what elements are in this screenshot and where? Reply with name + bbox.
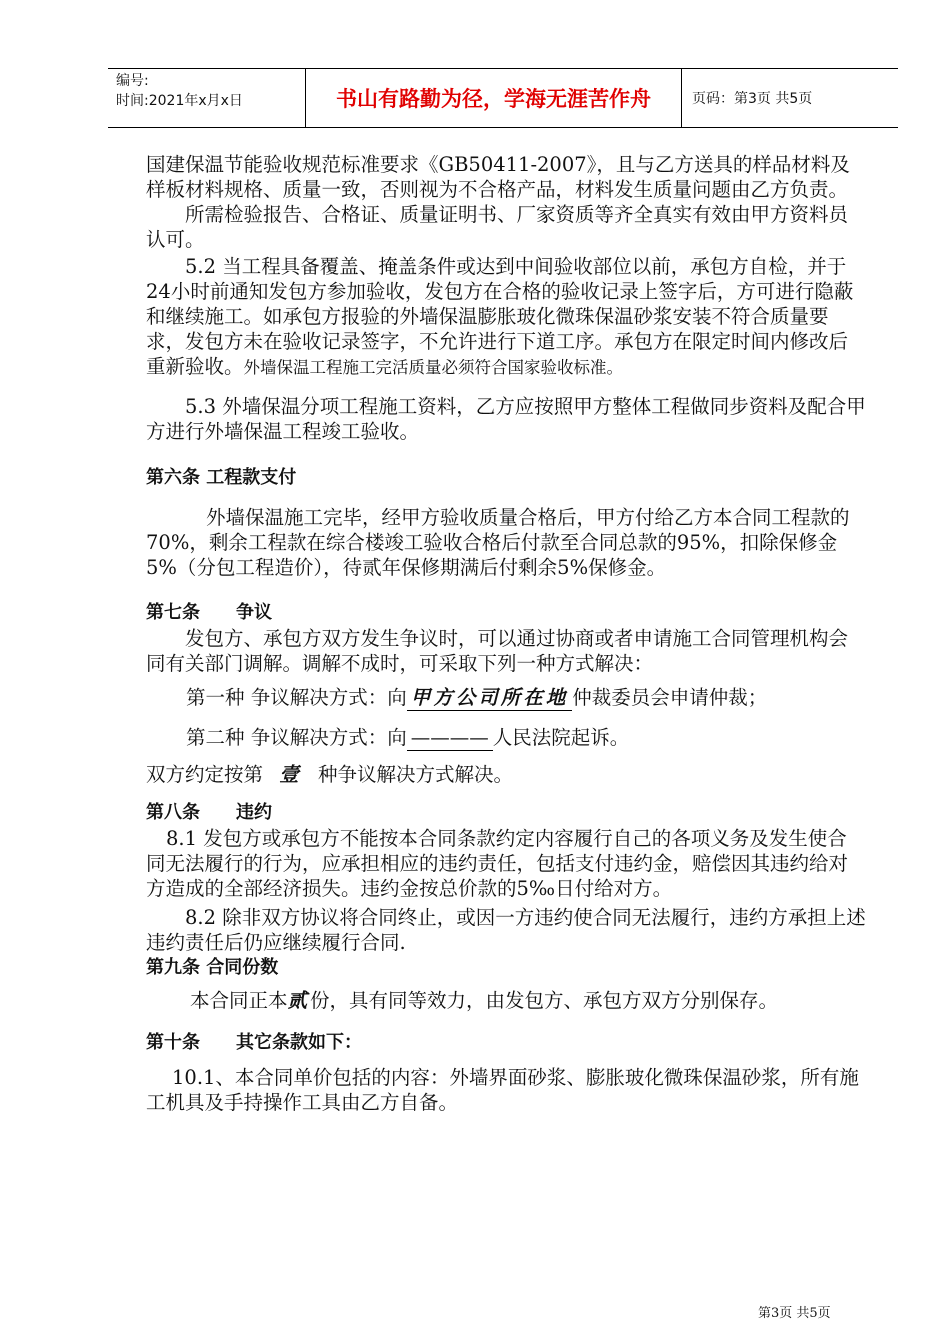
option-1: [146, 685, 866, 711]
paragraph: 外墙保温施工完毕，经甲方验收质量合格后，甲方付给乙方本合同工程款的70%，剩余工程款在综合楼竣工验收合格后付款至合同总款的95%，扣除保修金5%（分包工程造价），待贰年保修期满后付剩余5%保修金。: [146, 506, 850, 579]
header-meta: [108, 69, 306, 127]
option-1-tail: 仲裁委员会申请仲裁；: [572, 686, 768, 709]
doc-time-label: 时间:2021年x月x日: [116, 93, 243, 109]
option-2-fill: ————: [407, 725, 493, 751]
paragraph: 发包方、承包方双方发生争议时，可以通过协商或者申请施工合同管理机构会同有关部门调解。调解不成时，可采取下列一种方式解决：: [146, 627, 849, 675]
paragraph-9: [146, 988, 866, 1013]
header-page-code: 页码：第3页 共5页: [692, 91, 813, 107]
paragraph-5-2: [146, 254, 866, 380]
section-title-10: 第十条 其它条款如下：: [146, 1032, 362, 1053]
paragraph-8-1: 8.1 发包方或承包方不能按本合同条款约定内容履行自己的各项义务及发生使合同无法履行的行为，应承担相应的违约责任，包括支付违约金，赔偿因其违约给对方造成的全部经济损失。违约金按总价款的5‰日付给对方。: [146, 827, 849, 900]
page-footer: 第3页 共5页: [758, 1306, 831, 1321]
paragraph: 国建保温节能验收规范标准要求《GB50411-2007》，且与乙方送具的样品材料及样板材料规格、质量一致，否则视为不合格产品，材料发生质量问题由乙方负责。: [146, 153, 850, 201]
section-title-9: 第九条 合同份数: [146, 957, 279, 978]
copies-tail: 份，具有同等效力，由发包方、承包方双方分别保存。: [310, 989, 779, 1012]
paragraph: 所需检验报告、合格证、质量证明书、厂家资质等齐全真实有效由甲方资料员认可。: [146, 203, 849, 251]
document-body: [146, 152, 866, 1115]
agreement-tail: 种争议解决方式解决。: [317, 763, 513, 786]
doc-number-label: 编号:: [116, 73, 149, 89]
agreement-fill: 壹: [279, 763, 302, 786]
agreement-label: 双方约定按第: [146, 763, 264, 786]
option-2-tail: 人民法院起诉。: [492, 726, 630, 749]
option-1-label: 第一种 争议解决方式：向: [186, 686, 407, 709]
section-title-8: 第八条 违约: [146, 802, 272, 823]
paragraph-5-3: 5.3 外墙保温分项工程施工资料，乙方应按照甲方整体工程做同步资料及配合甲方进行外墙保温工程竣工验收。: [146, 395, 866, 443]
paragraph-8-2: 8.2 除非双方协议将合同终止，或因一方违约使合同无法履行，违约方承担上述违约责任后仍应继续履行合同.: [146, 906, 866, 954]
agreement-line: [146, 762, 866, 787]
copies-label: 本合同正本: [190, 989, 288, 1012]
copies-fill: 贰: [287, 989, 311, 1012]
section-title-6: 第六条 工程款支付: [146, 467, 297, 488]
paragraph-10-1: 10.1、本合同单价包括的内容：外墙界面砂浆、膨胀玻化微珠保温砂浆，所有施工机具及手持操作工具由乙方自备。: [146, 1066, 859, 1114]
option-1-fill: 甲方公司所在地: [407, 685, 573, 711]
option-2: [146, 725, 866, 751]
section-title-7: 第七条 争议: [146, 602, 272, 623]
paragraph-small-text: 外墙保温工程施工完活质量必须符合国家验收标准。: [243, 358, 624, 377]
header-slogan: 书山有路勤为径，学海无涯苦作舟: [306, 69, 682, 127]
option-2-label: 第二种 争议解决方式：向: [186, 726, 407, 749]
paragraph-text: 5.2 当工程具备覆盖、掩盖条件或达到中间验收部位以前，承包方自检，并于24小时前通知发包方参加验收，发包方在合格的验收记录上签字后，方可进行隐蔽和继续施工。如承包方报验的外墙保温膨胀玻化微珠保温砂浆安装不符合质量要求，发包方未在验收记录签字，不允许进行下道工序。承包方在限定时间内修改后重新验收。: [146, 255, 854, 378]
page-header: [108, 68, 898, 128]
